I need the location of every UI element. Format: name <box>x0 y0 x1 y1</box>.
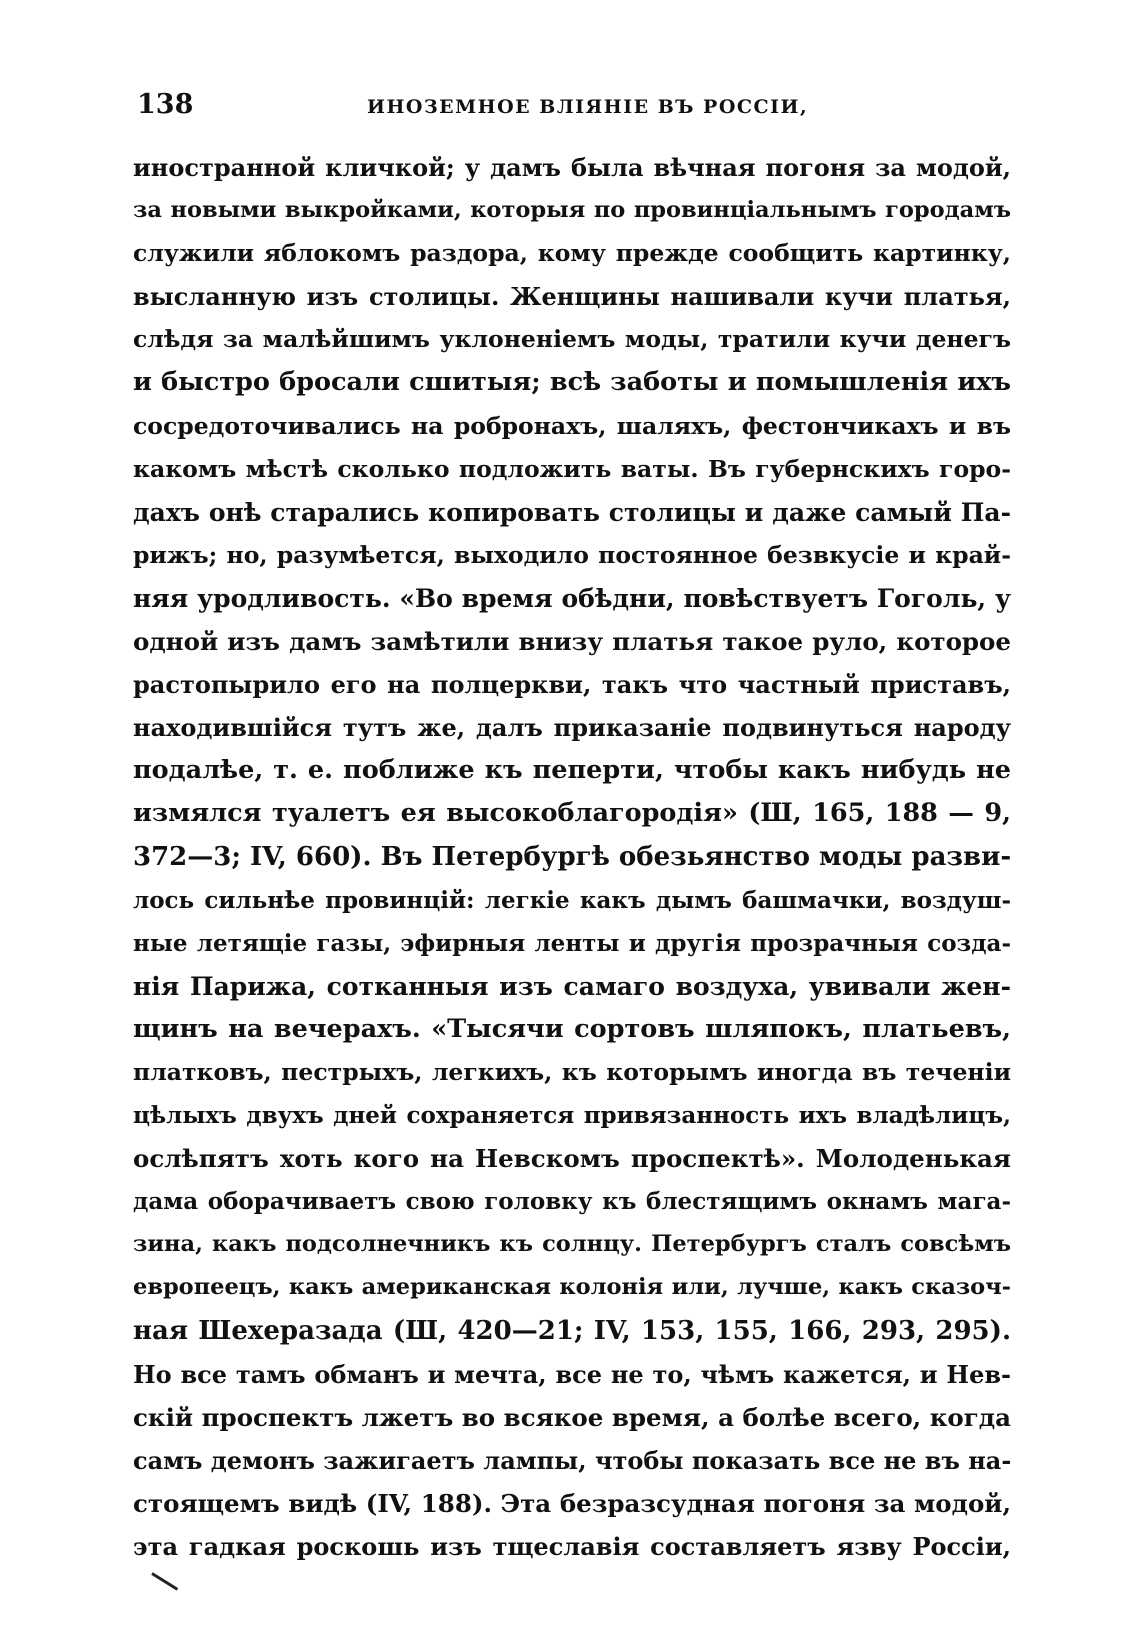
text-line: дахъ онѣ старались копировать столицы и даже самый Па- <box>133 497 1011 527</box>
text-line: растопырило его на полцеркви, такъ что частный приставъ, <box>133 670 1011 700</box>
text-line: подалѣе, т. е. поближе къ пеперти, чтобы какъ нибудь не <box>133 755 1011 786</box>
text-line: нія Парижа, сотканныя изъ самаго воздуха, увивали жен- <box>133 971 1011 1001</box>
text-line: лось сильнѣе провинцій: легкіе какъ дымъ башмачки, воздуш- <box>133 886 1011 914</box>
text-line: рижъ; но, разумѣется, выходило постоянное безвкусіе и край- <box>133 540 1011 569</box>
text-line: стоящемъ видѣ (IV, 188). Эта безразсудная погоня за модой, <box>133 1488 1011 1518</box>
text-line: ослѣпятъ хоть кого на Невскомъ проспектѣ». Молоденькая <box>133 1144 1011 1174</box>
text-line: высланную изъ столицы. Женщины нашивали кучи платья, <box>133 282 1011 312</box>
text-line: ная Шехеразада (Ш, 420—21; IV, 153, 155, 166, 293, 295). <box>133 1315 1011 1346</box>
text-line: самъ демонъ зажигаетъ лампы, чтобы показать все не въ на- <box>133 1445 1011 1475</box>
text-line: какомъ мѣстѣ сколько подложить ваты. Въ губернскихъ горо- <box>133 454 1011 483</box>
text-line: платковъ, пестрыхъ, легкихъ, къ которымъ иногда въ теченіи <box>133 1057 1011 1086</box>
running-title: ИНОЗЕМНОЕ ВЛІЯНІЕ ВЪ РОССІИ, <box>367 96 809 118</box>
text-line: скій проспектъ лжетъ во всякое время, а болѣе всего, когда <box>133 1402 1011 1432</box>
text-line: Но все тамъ обманъ и мечта, все не то, чѣмъ кажется, и Нев- <box>133 1359 1011 1389</box>
ink-mark <box>151 1572 178 1590</box>
text-line: находившійся тутъ же, далъ приказаніе подвинуться народу <box>133 713 1011 743</box>
text-line: щинъ на вечерахъ. «Тысячи сортовъ шляпокъ, платьевъ, <box>133 1013 1011 1044</box>
text-line: за новыми выкройками, которыя по провинціальнымъ городамъ <box>133 197 1011 224</box>
text-line: измялся туалетъ ея высокоблагородія» (Ш, 165, 188 — 9, <box>133 798 1011 829</box>
text-line: слѣдя за малѣйшимъ уклоненіемъ моды, тратили кучи денегъ <box>133 325 1011 354</box>
text-line: одной изъ дамъ замѣтили внизу платья такое руло, которое <box>133 627 1011 657</box>
text-line: 372—3; IV, 660). Въ Петербургѣ обезьянство моды разви- <box>133 841 1011 872</box>
text-line: няя уродливость. «Во время обѣдни, повѣствуетъ Гоголь, у <box>133 583 1011 613</box>
body-text <box>133 146 1011 1568</box>
text-line: европеецъ, какъ американская колонія или, лучше, какъ сказоч- <box>133 1274 1011 1301</box>
text-line: зина, какъ подсолнечникъ къ солнцу. Петербургъ сталъ совсѣмъ <box>133 1231 1011 1258</box>
text-line: дама оборачиваетъ свою головку къ блестящимъ окнамъ мага- <box>133 1188 1011 1216</box>
text-line: сосредоточивались на робронахъ, шаляхъ, фестончикахъ и въ <box>133 411 1011 440</box>
text-line: служили яблокомъ раздора, кому прежде сообщить картинку, <box>133 239 1011 268</box>
text-line: иностранной кличкой; у дамъ была вѣчная погоня за модой, <box>133 153 1011 182</box>
text-line: эта гадкая роскошь изъ тщеславія составляетъ язву Россіи, <box>133 1532 1011 1561</box>
text-line: цѣлыхъ двухъ дней сохраняется привязанность ихъ владѣлицъ, <box>133 1102 1011 1130</box>
text-line: и быстро бросали сшитыя; всѣ заботы и помышленія ихъ <box>133 367 1011 398</box>
page-number: 138 <box>137 89 194 120</box>
text-line: ные летящіе газы, эфирныя ленты и другія прозрачныя созда- <box>133 929 1011 957</box>
page-header <box>137 88 1017 128</box>
